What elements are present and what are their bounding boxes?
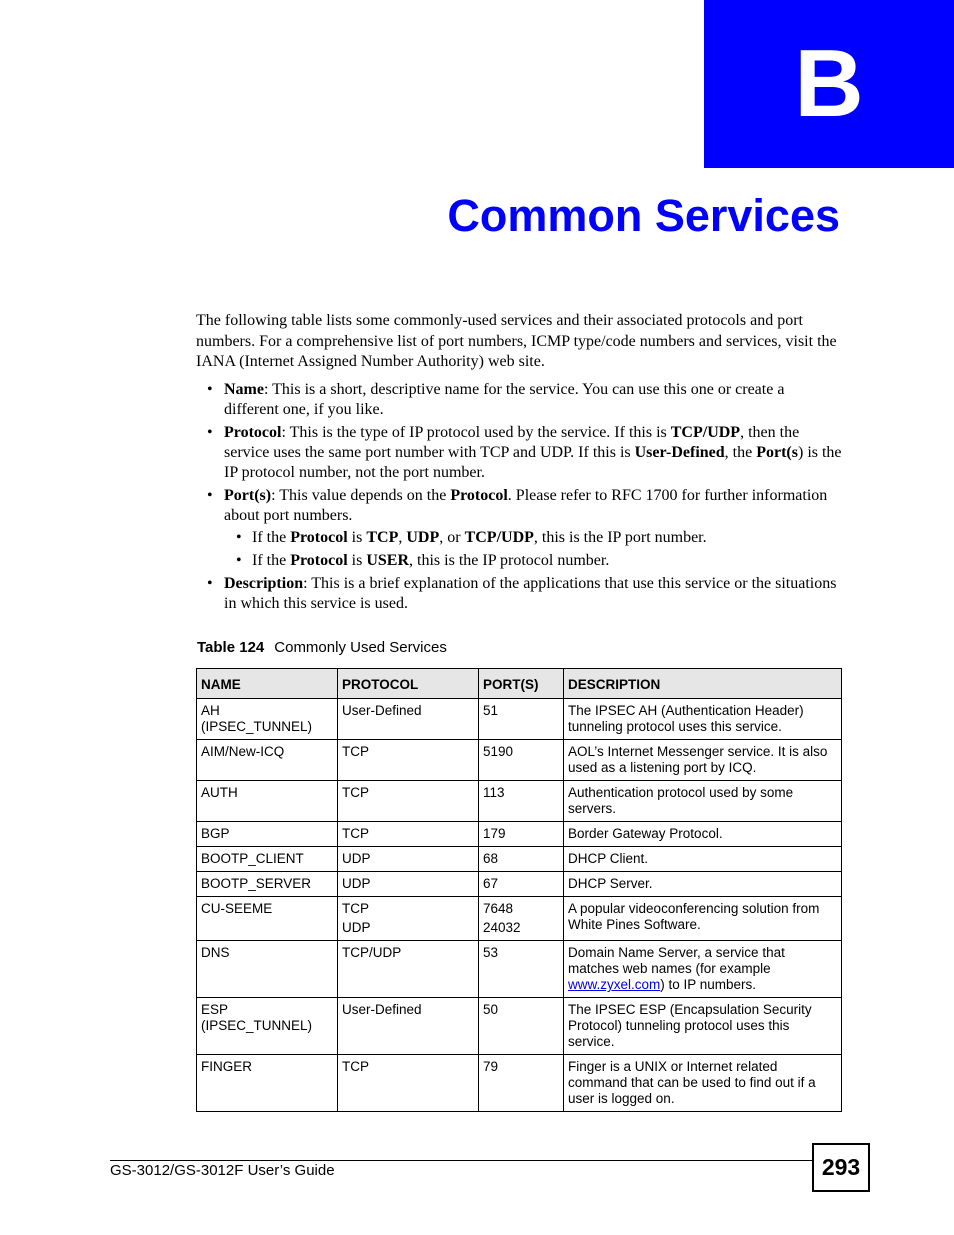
table-row xyxy=(197,847,842,872)
table-row xyxy=(197,872,842,897)
cell-name: BGP xyxy=(197,822,338,847)
zyxel-link[interactable]: www.zyxel.com xyxy=(568,977,661,992)
cell-protocol: TCP xyxy=(338,822,479,847)
cell-description: DHCP Client. xyxy=(564,847,842,872)
cell-description: Border Gateway Protocol. xyxy=(564,822,842,847)
cell-name: BOOTP_SERVER xyxy=(197,872,338,897)
ports-sub-list xyxy=(224,528,842,571)
cell-port: 179 xyxy=(479,822,564,847)
table-row xyxy=(197,941,842,998)
cell-name: AUTH xyxy=(197,781,338,822)
cell-protocol: TCP xyxy=(338,1055,479,1112)
cell-protocol: TCP/UDP xyxy=(338,941,479,998)
header-ports: PORT(S) xyxy=(479,669,564,699)
cell-port: 79 xyxy=(479,1055,564,1112)
table-row xyxy=(197,1055,842,1112)
table-row xyxy=(197,897,842,941)
table-row xyxy=(197,740,842,781)
bullet-description: • Description: This is a brief explanation of the applications that use this service or the situations in which this service is used. xyxy=(196,574,842,614)
cell-description: The IPSEC AH (Authentication Header) tunneling protocol uses this service. xyxy=(564,699,842,740)
cell-name: DNS xyxy=(197,941,338,998)
cell-protocol: TCP UDP xyxy=(338,897,479,941)
header-protocol: PROTOCOL xyxy=(338,669,479,699)
cell-port: 53 xyxy=(479,941,564,998)
cell-protocol: TCP xyxy=(338,781,479,822)
table-number: Table 124 xyxy=(197,639,265,656)
cell-description: Authentication protocol used by some servers. xyxy=(564,781,842,822)
cell-protocol: TCP xyxy=(338,740,479,781)
cell-description: Domain Name Server, a service that matches web names (for example www.zyxel.com) to IP numbers. xyxy=(564,941,842,998)
cell-protocol: User-Defined xyxy=(338,699,479,740)
cell-description: The IPSEC ESP (Encapsulation Security Protocol) tunneling protocol uses this service. xyxy=(564,998,842,1055)
bullet-ports: • Port(s): This value depends on the Protocol. Please refer to RFC 1700 for further information about port numbers. • If the Protocol is TCP, UDP, or TCP/UDP, this is the IP port number. • If the Protocol is USER, this is the IP protocol number. xyxy=(196,486,842,571)
cell-name: AH (IPSEC_TUNNEL) xyxy=(197,699,338,740)
cell-description: A popular videoconferencing solution from White Pines Software. xyxy=(564,897,842,941)
cell-name: FINGER xyxy=(197,1055,338,1112)
table-title: Commonly Used Services xyxy=(274,639,447,656)
table-row xyxy=(197,822,842,847)
cell-protocol: User-Defined xyxy=(338,998,479,1055)
header-name: NAME xyxy=(197,669,338,699)
intro-paragraph: The following table lists some commonly-used services and their associated protocols and port numbers. For a comprehensive list of port numbers, ICMP type/code numbers and services, visit the IANA (Internet Assigned Number Authority) web site. xyxy=(196,312,837,370)
cell-description: AOL’s Internet Messenger service. It is also used as a listening port by ICQ. xyxy=(564,740,842,781)
bullet-protocol: • Protocol: This is the type of IP protocol used by the service. If this is TCP/UDP, then the service uses the same port number with TCP and UDP. If this is User-Defined, the Port(s) is the IP protocol number, not the port number. xyxy=(196,423,842,483)
cell-port: 68 xyxy=(479,847,564,872)
cell-port: 7648 24032 xyxy=(479,897,564,941)
cell-port: 5190 xyxy=(479,740,564,781)
sub-bullet-tcp-udp: • If the Protocol is TCP, UDP, or TCP/UDP, this is the IP port number. xyxy=(224,528,842,548)
cell-port: 50 xyxy=(479,998,564,1055)
cell-port: 113 xyxy=(479,781,564,822)
bullet-name: • Name: This is a short, descriptive name for the service. You can use this one or create a different one, if you like. xyxy=(196,380,842,420)
cell-port: 51 xyxy=(479,699,564,740)
chapter-tab xyxy=(704,0,954,168)
cell-port: 67 xyxy=(479,872,564,897)
cell-name: BOOTP_CLIENT xyxy=(197,847,338,872)
table-caption xyxy=(197,639,447,656)
cell-name: AIM/New-ICQ xyxy=(197,740,338,781)
cell-protocol: UDP xyxy=(338,872,479,897)
table-row xyxy=(197,998,842,1055)
cell-protocol: UDP xyxy=(338,847,479,872)
cell-description: DHCP Server. xyxy=(564,872,842,897)
table-row xyxy=(197,699,842,740)
header-description: DESCRIPTION xyxy=(564,669,842,699)
services-table xyxy=(196,668,842,1112)
chapter-letter: B xyxy=(794,30,864,137)
cell-name: CU-SEEME xyxy=(197,897,338,941)
cell-description: Finger is a UNIX or Internet related command that can be used to find out if a user is logged on. xyxy=(564,1055,842,1112)
chapter-title: Common Services xyxy=(447,190,840,241)
cell-name: ESP (IPSEC_TUNNEL) xyxy=(197,998,338,1055)
sub-bullet-user: • If the Protocol is USER, this is the IP protocol number. xyxy=(224,551,842,571)
footer-guide-title: GS-3012/GS-3012F User’s Guide xyxy=(110,1162,335,1179)
table-row xyxy=(197,781,842,822)
field-description-list xyxy=(196,380,842,617)
table-header-row xyxy=(197,669,842,699)
page-number: 293 xyxy=(812,1143,870,1192)
footer-divider xyxy=(110,1160,812,1161)
